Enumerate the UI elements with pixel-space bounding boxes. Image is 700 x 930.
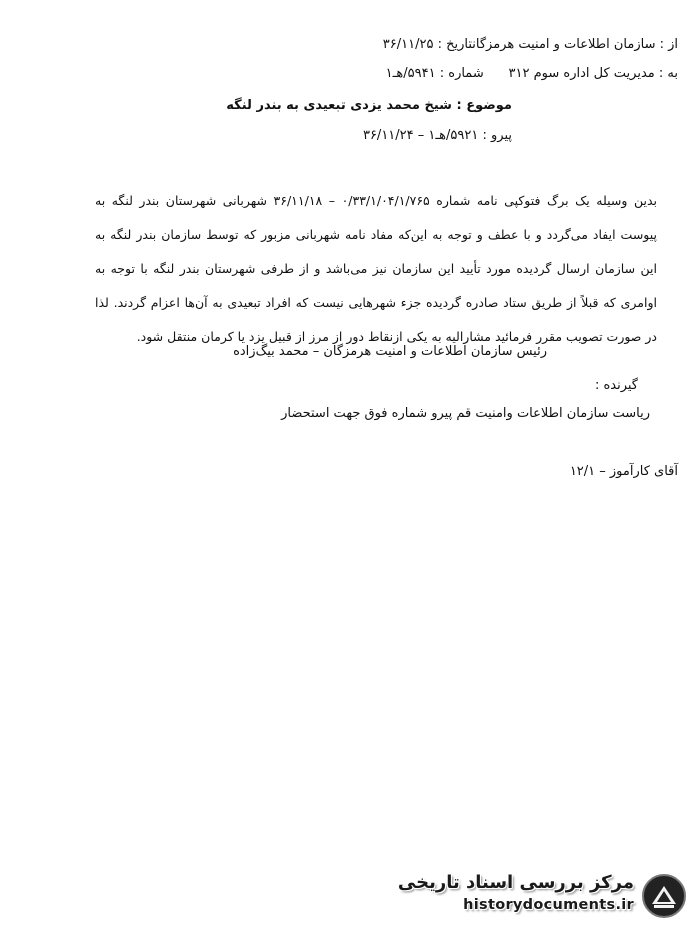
trainee-note [570,462,678,482]
recipients-label [595,376,638,396]
recipients-text: ریاست سازمان اطلاعات وامنیت قم پیرو شماره فوق جهت استحضار [281,406,650,421]
to-line [386,64,678,84]
signature-line [233,342,547,362]
reference-text: پیرو : ۵۹۲۱/هـ۱ – ۳۶/۱۱/۲۴ [362,128,512,143]
to-text: به : مدیریت کل اداره سوم ۳۱۲ [508,66,678,81]
date-text: تاریخ : ۳۶/۱۱/۲۵ [382,37,473,52]
subject-text: موضوع : شیخ محمد یزدی تبعیدی به بندر لنگه [226,98,512,113]
signature-text: رئیس سازمان اطلاعات و امنیت هرمزگان – محمد بیگ‌زاده [233,344,547,359]
reference-line [363,126,512,146]
recipients-line [281,404,650,424]
subject-line [226,96,512,116]
body-paragraph: بدین وسیله یک برگ فتوکپی نامه شماره ۰/۳۳/۱/۰۴/۱/۷۶۵ – ۳۶/۱۱/۱۸ شهربانی شهرستان بندر لنگه به پیوست ایفاد می‌گردد و با عطف و توجه به این‌که مفاد نامه شهربانی مزبور که توسط سازمان بندر لنگه به این سازمان ارسال گردیده مورد تأیید این سازمان نیز می‌باشد و از طرفی شهرستان بندر لنگه با توجه به اوامری که قبلاً از طریق ستاد صادره گردیده جزء شهرهایی نیست که افراد تبعیدی به آن‌ها اعزام گردند. لذا در صورت تصویب مقرر فرمائید مشارالیه به یکی ازنقاط دور از مرز از قبیل یزد یا کرمان منتقل شود. [95,193,657,344]
from-text: از : سازمان اطلاعات و امنیت هرمزگان [472,37,678,52]
archive-logo-icon [640,872,688,920]
recipients-label-text: گیرنده : [594,378,638,393]
trainee-note-text: آقای کارآموز – ۱۲/۱ [569,464,678,479]
from-line [383,35,678,55]
watermark [397,866,698,924]
watermark-url: historydocuments.ir [463,897,634,913]
number-text: شماره : ۵۹۴۱/هـ۱ [385,66,484,81]
watermark-name: مرکز بررسی اسناد تاریخی [397,872,634,893]
